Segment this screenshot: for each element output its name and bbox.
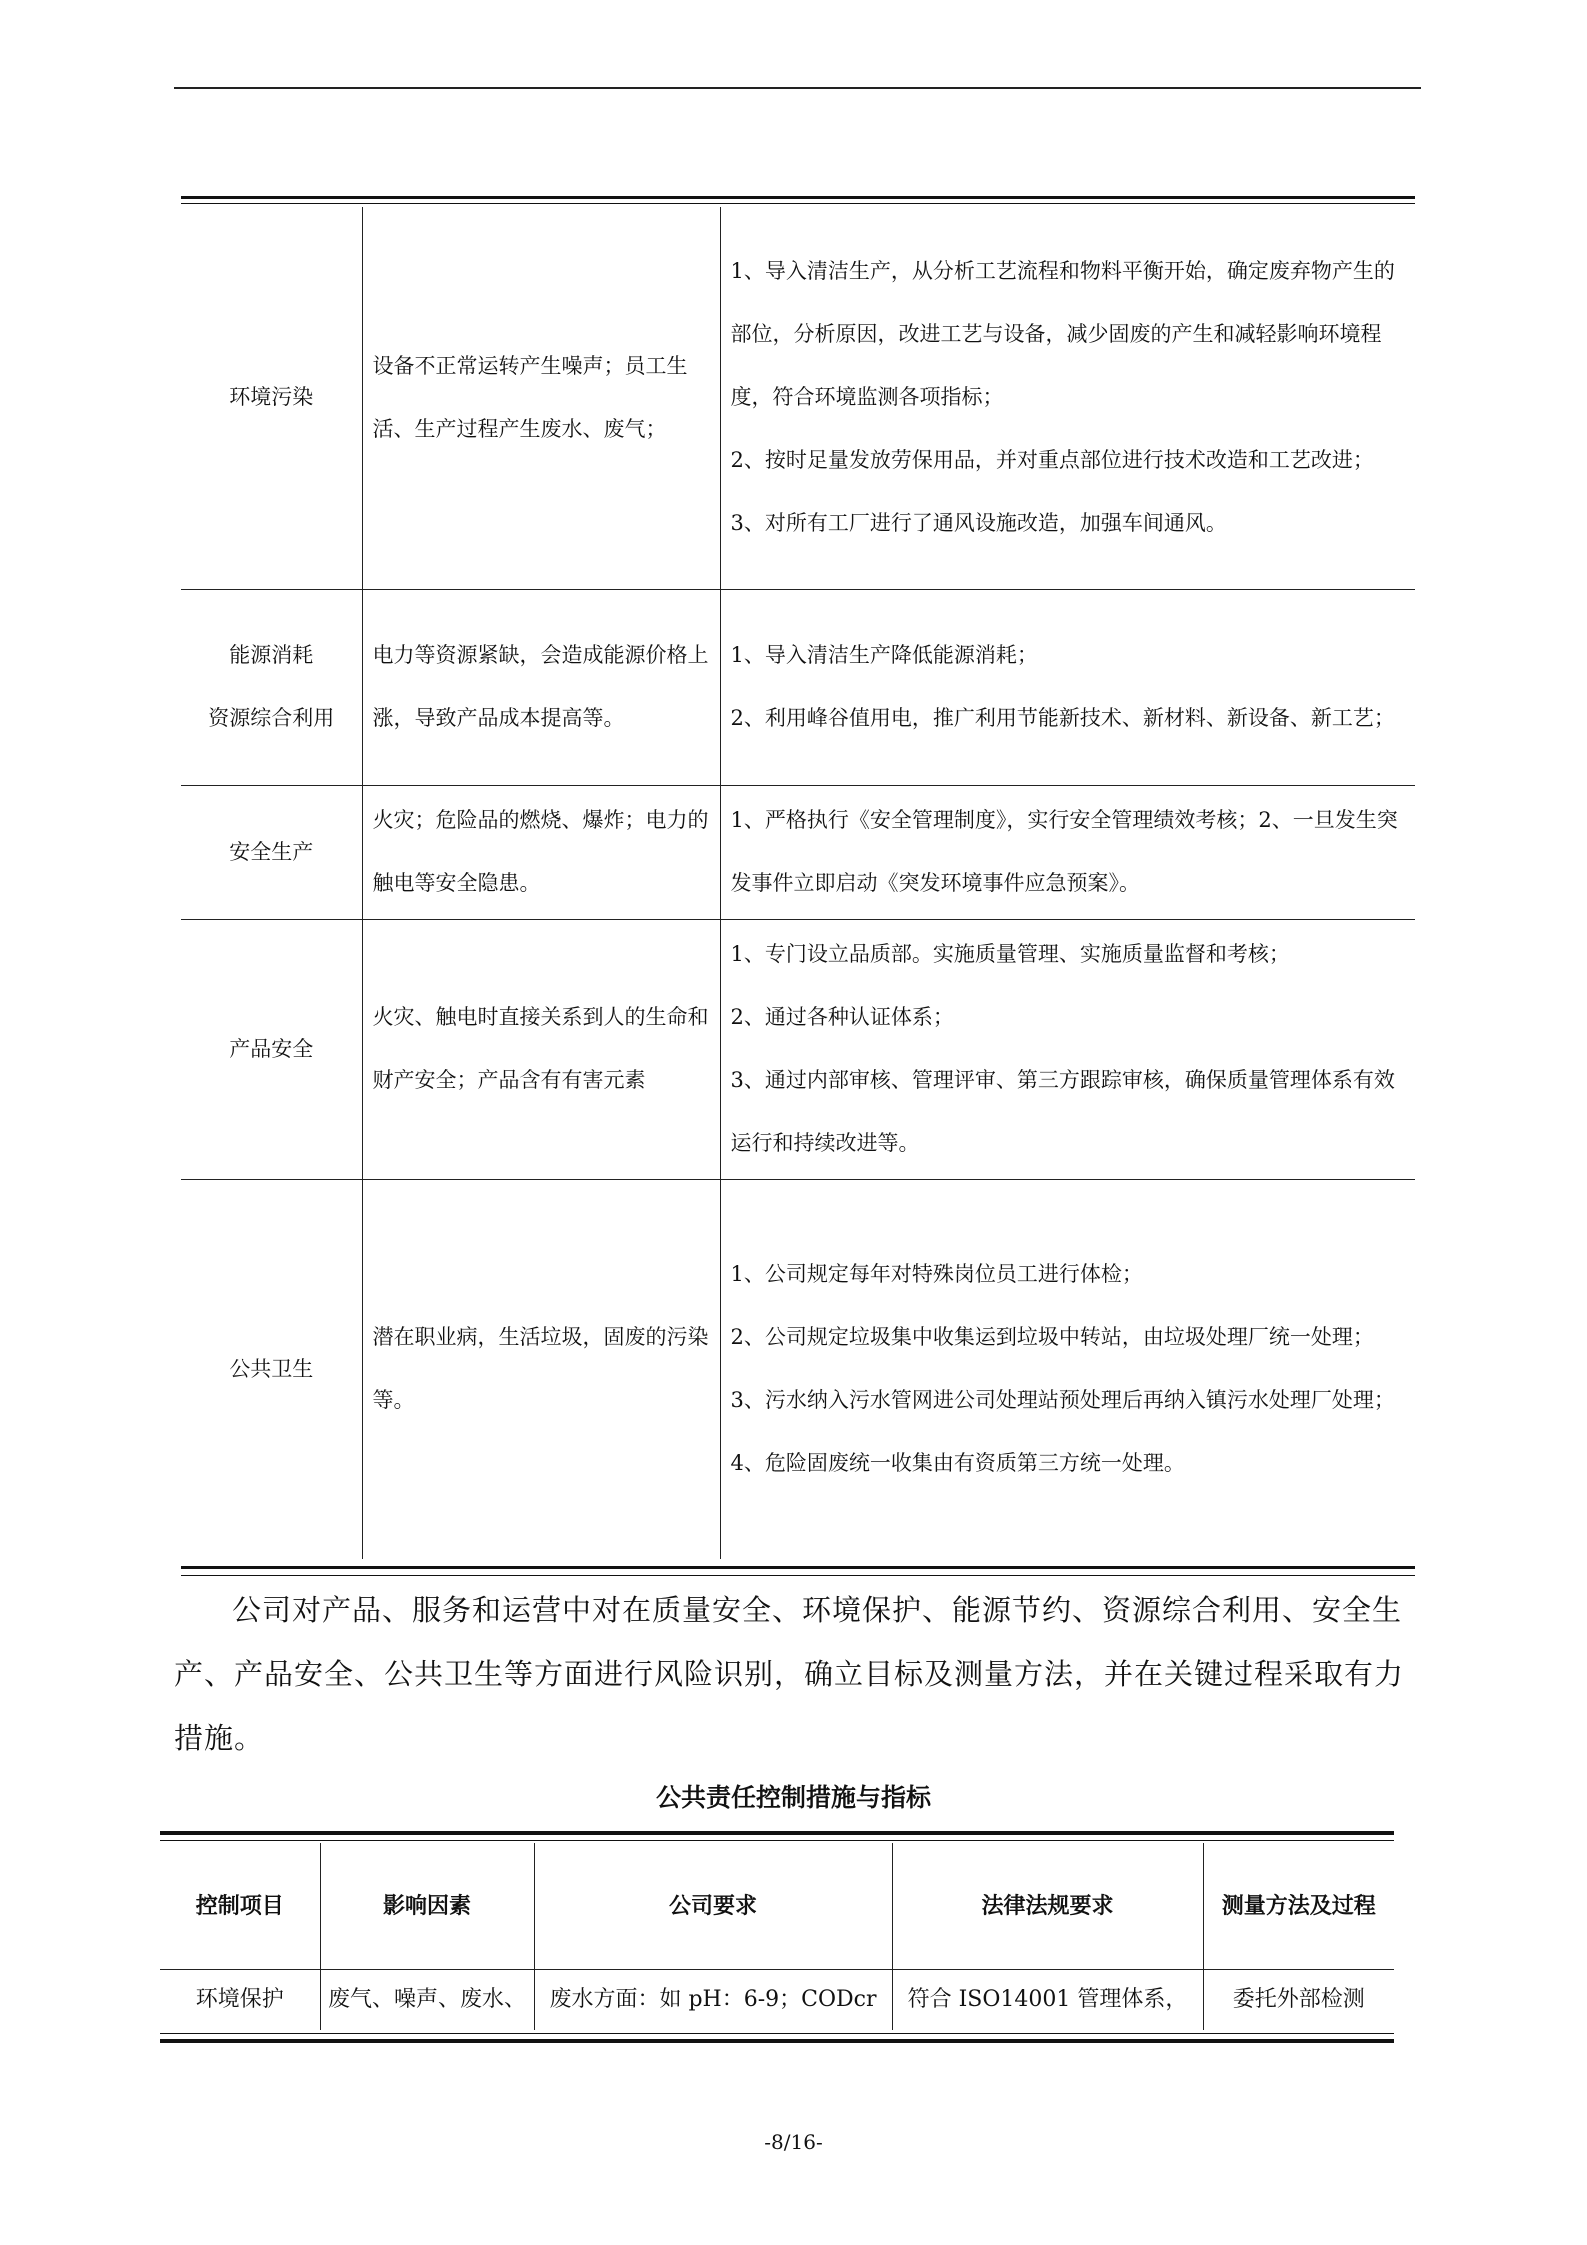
- cell-measure: 1、公司规定每年对特殊岗位员工进行体检； 2、公司规定垃圾集中收集运到垃圾中转站，由垃圾处理厂统一处理； 3、污水纳入污水管网进公司处理站预处理后再纳入镇污水处理厂处理； 4、危险固废统一收集由有资质第三方统一处理。: [720, 1179, 1415, 1559]
- page-number: -8/16-: [764, 2130, 823, 2154]
- cell-measure: 1、导入清洁生产降低能源消耗； 2、利用峰谷值用电，推广利用节能新技术、新材料、新设备、新工艺；: [720, 589, 1415, 785]
- control-table-title: 公共责任控制措施与指标: [655, 1783, 931, 1812]
- table-row: [181, 919, 1415, 1179]
- cell-factor: 潜在职业病，生活垃圾，固废的污染等。: [362, 1179, 720, 1559]
- table-bottom-rule-thin: [181, 1575, 1415, 1576]
- control-table-bottom-rule-thin: [160, 2033, 1394, 2034]
- table-top-rule: [181, 196, 1415, 199]
- cell-legal-requirement: 符合 ISO14001 管理体系，: [892, 1970, 1203, 2031]
- header-impact-factor: 影响因素: [320, 1843, 534, 1970]
- cell-item: 环境污染: [181, 207, 362, 589]
- header-measurement-method: 测量方法及过程: [1203, 1843, 1394, 1970]
- header-company-requirement: 公司要求: [534, 1843, 892, 1970]
- cell-measure: 1、专门设立品质部。实施质量管理、实施质量监督和考核； 2、通过各种认证体系； 3、通过内部审核、管理评审、第三方跟踪审核，确保质量管理体系有效运行和持续改进等。: [720, 919, 1415, 1179]
- header-rule: [174, 87, 1421, 89]
- body-paragraph: 公司对产品、服务和运营中对在质量安全、环境保护、能源节约、资源综合利用、安全生产、产品安全、公共卫生等方面进行风险识别，确立目标及测量方法，并在关键过程采取有力措施。: [174, 1593, 1405, 1755]
- header-legal-requirement: 法律法规要求: [892, 1843, 1203, 1970]
- cell-item: 公共卫生: [229, 1356, 314, 1381]
- risk-table: [181, 207, 1415, 1559]
- cell-control-item: 环境保护: [195, 1987, 284, 2012]
- cell-company-requirement: 废水方面：如 pH：6-9；CODcr: [534, 1970, 892, 2031]
- cell-measurement-method: 委托外部检测: [1203, 1970, 1394, 2031]
- table-row: [181, 589, 1415, 785]
- table-row: [160, 1970, 1394, 2031]
- cell-item: 产品安全: [181, 919, 362, 1179]
- table-row: [181, 207, 1415, 589]
- control-table-bottom-rule: [160, 2039, 1394, 2043]
- table-top-rule-thin: [181, 203, 1415, 204]
- table-row: [181, 785, 1415, 919]
- cell-factor: 设备不正常运转产生噪声；员工生活、生产过程产生废水、废气；: [362, 207, 720, 589]
- control-table: [160, 1843, 1394, 2030]
- control-table-top-rule: [160, 1831, 1394, 1835]
- cell-measure: 1、严格执行《安全管理制度》，实行安全管理绩效考核；2、一旦发生突发事件立即启动《突发环境事件应急预案》。: [720, 785, 1415, 919]
- cell-factor: 电力等资源紧缺，会造成能源价格上涨，导致产品成本提高等。: [362, 589, 720, 785]
- cell-impact-factor: 废气、噪声、废水、: [320, 1970, 534, 2031]
- cell-item: 能源消耗 资源综合利用: [181, 589, 362, 785]
- cell-item: 安全生产: [181, 785, 362, 919]
- control-table-top-rule-thin: [160, 1840, 1394, 1841]
- table-bottom-rule: [181, 1566, 1415, 1569]
- cell-measure: 1、导入清洁生产，从分析工艺流程和物料平衡开始，确定废弃物产生的部位，分析原因，改进工艺与设备，减少固废的产生和减轻影响环境程度，符合环境监测各项指标； 2、按时足量发放劳保用品，并对重点部位进行技术改造和工艺改进； 3、对所有工厂进行了通风设施改造，加强车间通风。: [720, 207, 1415, 589]
- cell-factor: 火灾、触电时直接关系到人的生命和财产安全；产品含有有害元素: [362, 919, 720, 1179]
- header-control-item: 控制项目: [160, 1843, 320, 1970]
- cell-factor: 火灾；危险品的燃烧、爆炸；电力的触电等安全隐患。: [362, 785, 720, 919]
- table-row: [181, 1179, 1415, 1559]
